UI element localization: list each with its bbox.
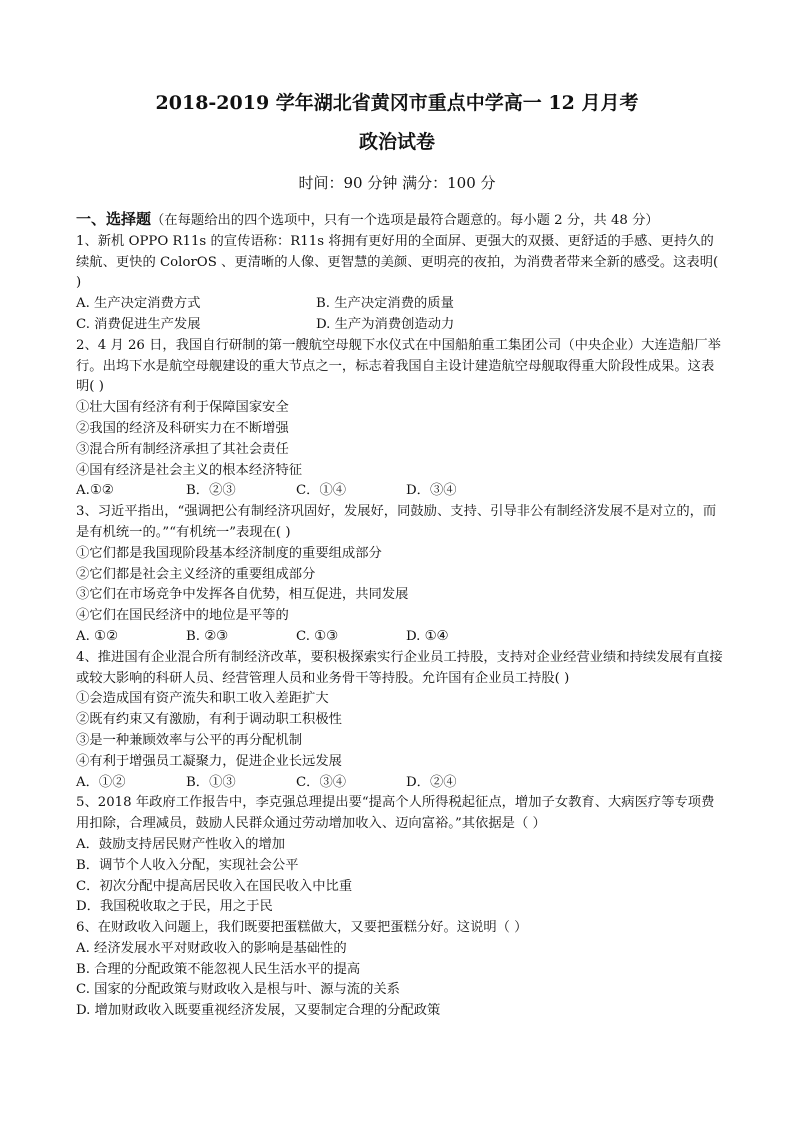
- statement-1: ①它们都是我国现阶段基本经济制度的重要组成部分: [76, 545, 382, 561]
- statement-3: ③它们在市场竞争中发挥各自优势，相互促进，共同发展: [76, 587, 409, 603]
- option-d: D．②④: [406, 774, 457, 790]
- statement-2: ②既有约束又有激励，有利于调动职工积极性: [76, 712, 342, 728]
- question-6: [76, 918, 726, 1022]
- section-title: 一、选择题: [76, 210, 152, 228]
- question-3: [76, 502, 726, 648]
- option-d: D. ①④: [406, 628, 449, 644]
- exam-meta: 时间：90 分钟 满分：100 分: [298, 174, 496, 192]
- option-c: C．初次分配中提高居民收入在国民收入中比重: [76, 878, 353, 894]
- statement-4: ④有利于增强员工凝聚力，促进企业长远发展: [76, 753, 342, 769]
- statement-4: ④国有经济是社会主义的根本经济特征: [76, 462, 303, 478]
- option-b: B．②③: [186, 483, 236, 499]
- options: [76, 481, 726, 502]
- statement-1: ①壮大国有经济有利于保障国家安全: [76, 400, 289, 416]
- options: [76, 773, 726, 794]
- option-d: D. 生产为消费创造动力: [316, 316, 455, 332]
- option-a: A．鼓励支持居民财产性收入的增加: [76, 836, 286, 852]
- options: [76, 627, 726, 648]
- question-stem: 1、新机 OPPO R11s 的宣传语称：R11s 将拥有更好用的全面屏、更强大的双摄、更舒适的手感、更持久的续航、更快的 ColorOS 、更清晰的人像、更智慧的美颜、更明亮的夜拍，为消费者带来全新的感受。这表明( ): [76, 233, 719, 291]
- option-c: C. 国家的分配政策与财政收入是根与叶、源与流的关系: [76, 982, 400, 998]
- option-c: C．③④: [296, 774, 347, 790]
- option-c: C. 消费促进生产发展: [76, 316, 201, 332]
- option-d: D．我国税收取之于民，用之于民: [76, 899, 273, 915]
- option-d: D．③④: [406, 483, 457, 499]
- question-2: [76, 336, 726, 502]
- option-a: A. 经济发展水平对财政收入的影响是基础性的: [76, 940, 347, 956]
- question-1: [76, 232, 726, 336]
- option-c: C．①④: [296, 483, 347, 499]
- section-note: （在每题给出的四个选项中，只有一个选项是最符合题意的。每小题 2 分，共 48 分）: [151, 213, 659, 228]
- question-stem: 3、习近平指出，“强调把公有制经济巩固好，发展好，同鼓励、支持、引导非公有制经济发展不是对立的，而是有机统一的。”“有机统一”表现在( ): [76, 504, 717, 540]
- option-b: B. ②③: [186, 628, 229, 644]
- option-b: B．①③: [186, 774, 236, 790]
- option-a: A．①②: [76, 774, 126, 790]
- option-a: A. ①②: [76, 628, 118, 644]
- exam-title: 2018-2019 学年湖北省黄冈市重点中学高一 12 月月考: [155, 92, 639, 114]
- question-4: [76, 648, 726, 794]
- options: [76, 294, 726, 336]
- question-5: [76, 793, 726, 918]
- question-stem: 2、4 月 26 日，我国自行研制的第一艘航空母舰下水仪式在中国船舶重工集团公司（中央企业）大连造船厂举行。出坞下水是航空母舰建设的重大节点之一，标志着我国自主设计建造航空母舰取得重大阶段性成果。这表明( ): [76, 337, 721, 395]
- statement-1: ①会造成国有资产流失和职工收入差距扩大: [76, 691, 329, 707]
- question-stem: 4、推进国有企业混合所有制经济改革，要积极探索实行企业员工持股，支持对企业经营业绩和持续发展有直接或较大影响的科研人员、经营管理人员和业务骨干等持股。允许国有企业员工持股( ): [76, 649, 723, 686]
- option-d: D. 增加财政收入既要重视经济发展，又要制定合理的分配政策: [76, 1003, 441, 1019]
- statement-3: ③是一种兼顾效率与公平的再分配机制: [76, 732, 303, 748]
- option-b: B．调节个人收入分配，实现社会公平: [76, 857, 299, 873]
- option-a: A. 生产决定消费方式: [76, 296, 201, 312]
- exam-content: [76, 209, 726, 1022]
- option-b: B. 合理的分配政策不能忽视人民生活水平的提高: [76, 961, 361, 977]
- statement-4: ④它们在国民经济中的地位是平等的: [76, 608, 289, 624]
- statement-2: ②我国的经济及科研实力在不断增强: [76, 420, 289, 436]
- option-a: A.①②: [76, 483, 114, 499]
- option-c: C. ①③: [296, 628, 338, 644]
- question-stem: 6、在财政收入问题上，我们既要把蛋糕做大，又要把蛋糕分好。这说明（ ）: [76, 920, 528, 936]
- statement-3: ③混合所有制经济承担了其社会责任: [76, 441, 289, 457]
- statement-2: ②它们都是社会主义经济的重要组成部分: [76, 566, 316, 582]
- option-b: B. 生产决定消费的质量: [316, 296, 454, 312]
- section-header: [76, 209, 726, 232]
- question-stem: 5、2018 年政府工作报告中，李克强总理提出要“提高个人所得税起征点，增加子女教育、大病医疗等专项费用扣除，合理减员，鼓励人民群众通过劳动增加收入、迈向富裕。”其依据是（ ）: [76, 795, 715, 832]
- exam-subject: 政治试卷: [358, 131, 435, 153]
